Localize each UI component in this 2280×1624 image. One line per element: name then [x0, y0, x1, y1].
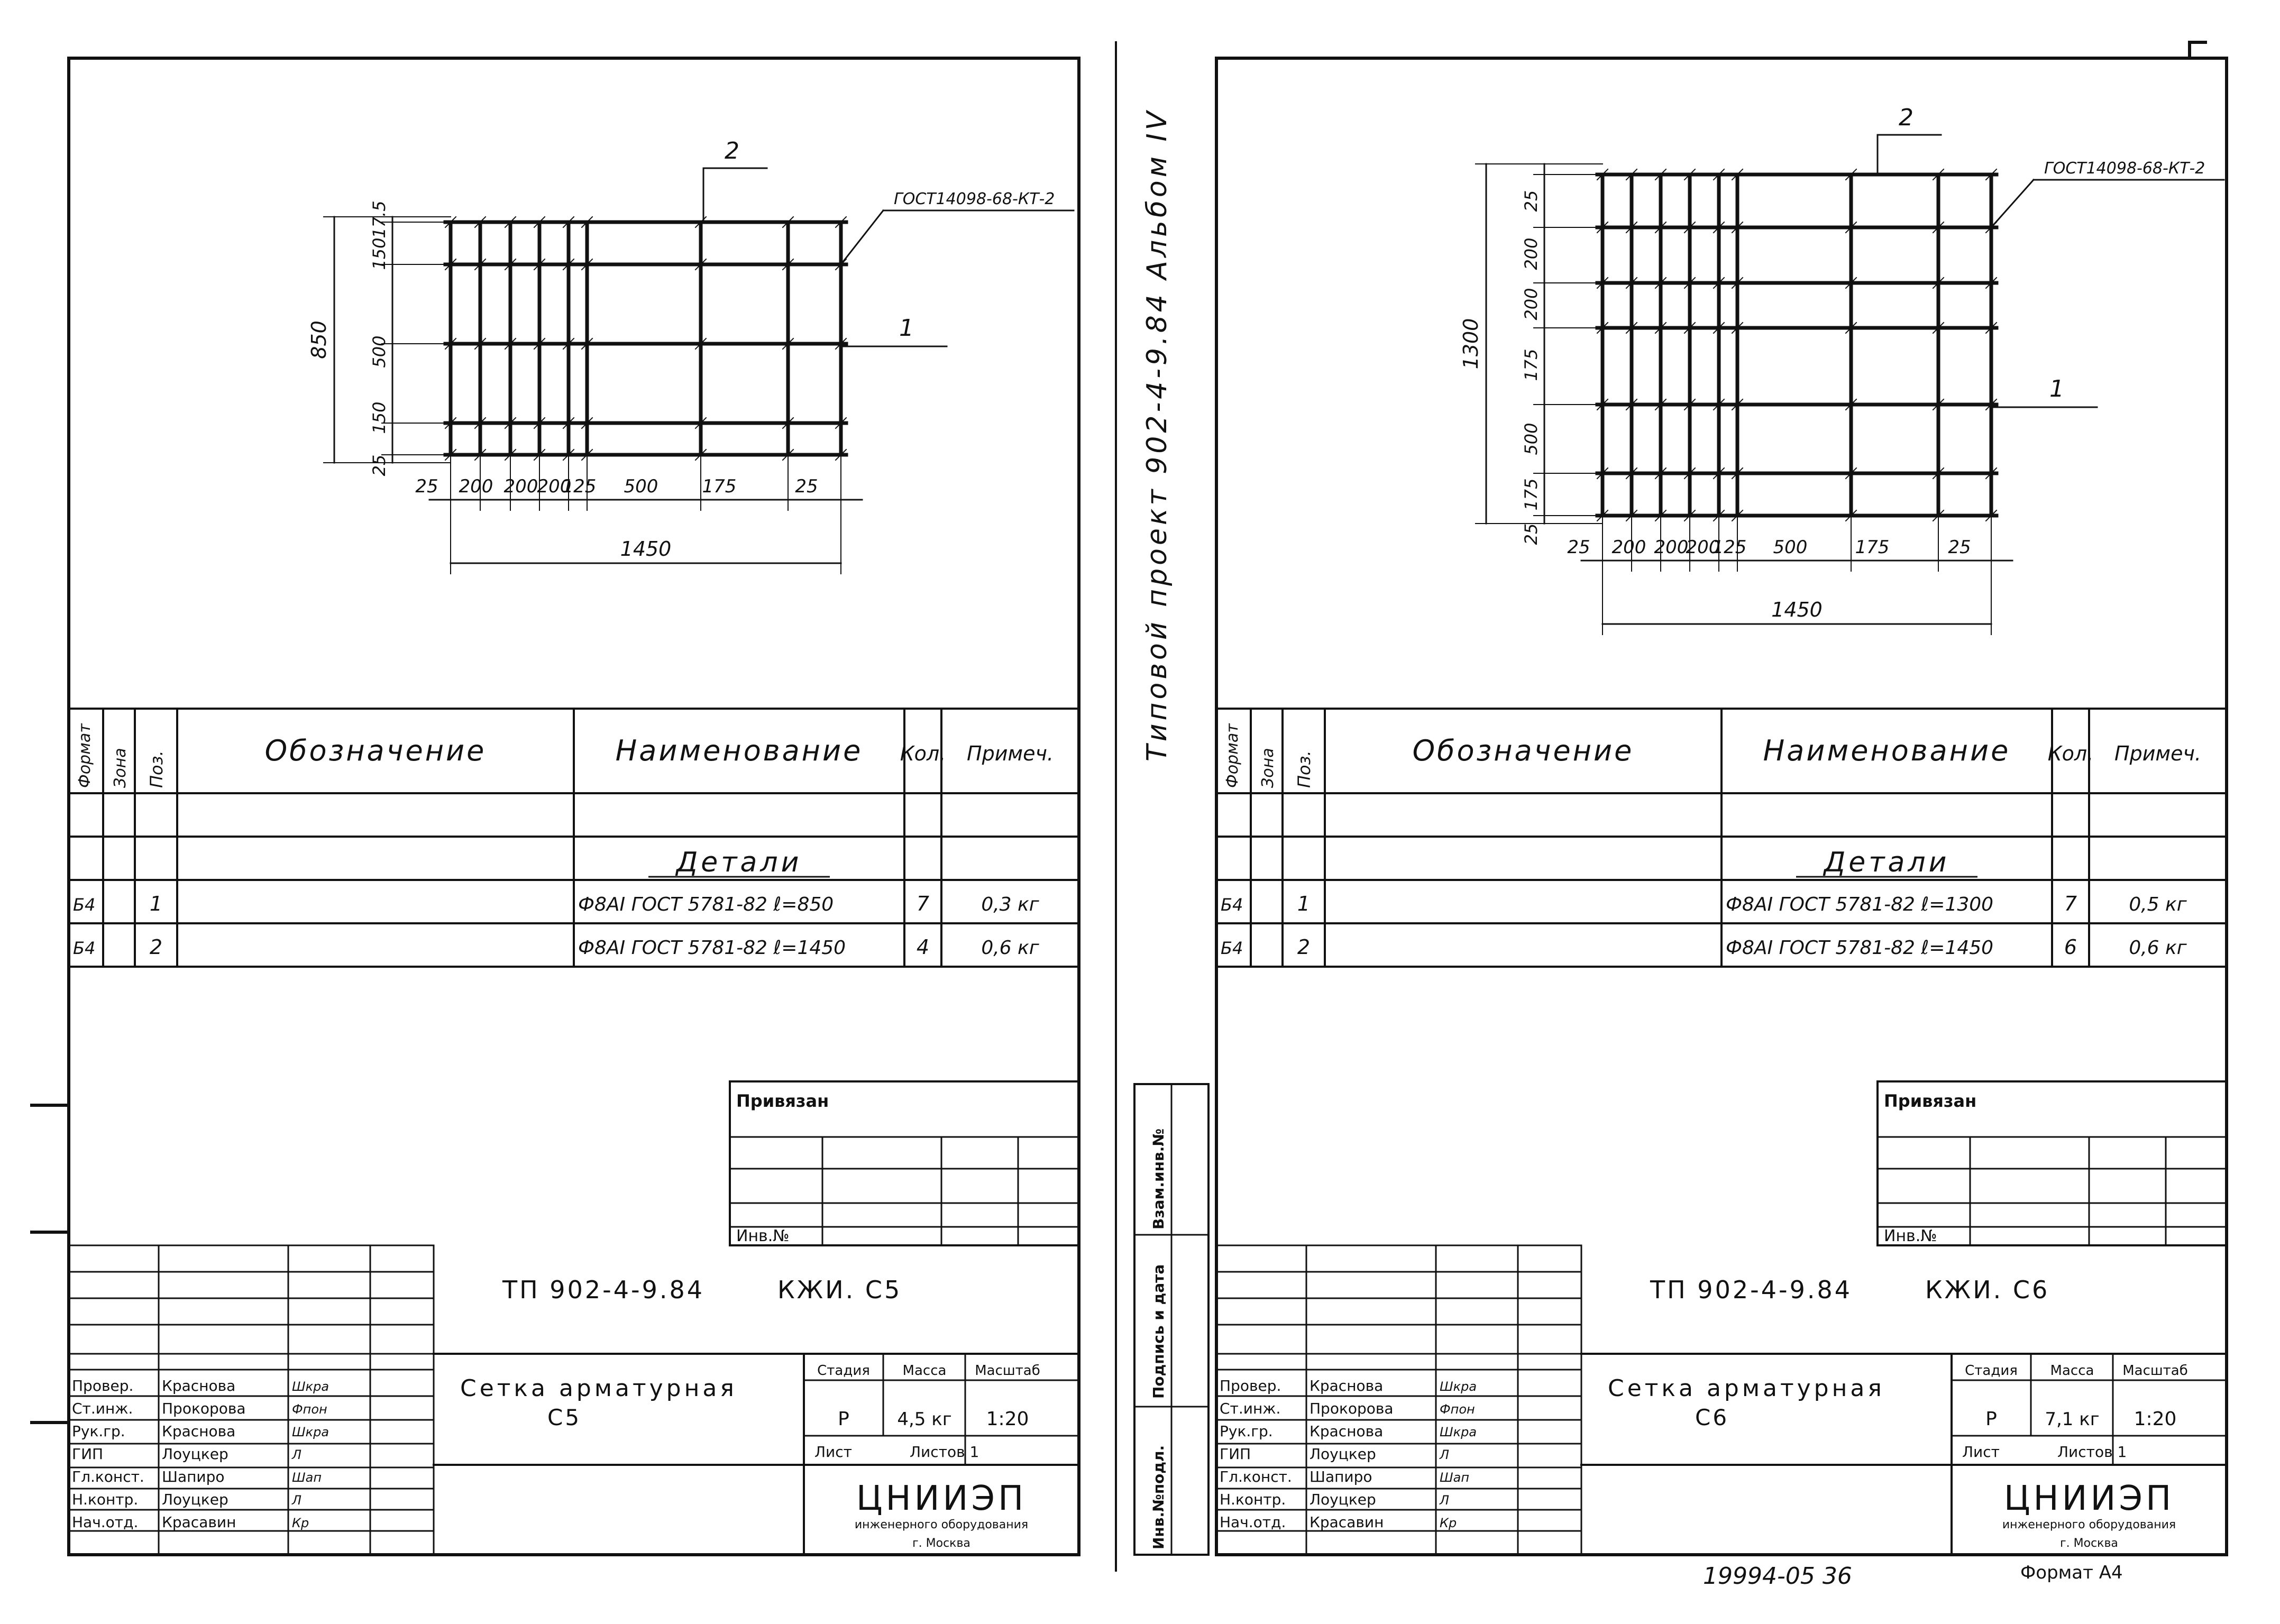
- spec-header-zone: Зона: [111, 748, 130, 788]
- sheets-label: Листов 1: [910, 1443, 979, 1461]
- doc-mark: КЖИ. С6: [1925, 1276, 2050, 1304]
- scale-value: 1:20: [986, 1408, 1029, 1430]
- sheets-label: Листов 1: [2057, 1443, 2127, 1461]
- signer-role: Рук.гр.: [72, 1423, 125, 1440]
- dim-value-v: 175: [1521, 478, 1541, 511]
- spec-cell-format: Б4: [1221, 895, 1243, 915]
- scale-label: Масштаб: [2122, 1363, 2188, 1379]
- inv-label: Инв.№: [736, 1227, 790, 1245]
- footer-format: Формат А4: [2020, 1562, 2123, 1583]
- spec-cell-pos: 2: [149, 935, 163, 959]
- signer-role: Н.контр.: [72, 1491, 139, 1508]
- dim-value-h: 25: [415, 476, 438, 497]
- signer-signature: Фпон: [292, 1402, 327, 1417]
- dim-value-h: 200: [503, 476, 538, 497]
- org-sub: инженерного оборудования: [854, 1518, 1029, 1531]
- signer-name: Лоуцкер: [1310, 1491, 1376, 1508]
- dim-value-h: 175: [1855, 537, 1890, 558]
- sheet-c5: [69, 58, 1079, 1555]
- side-stamp-sign: Подпись и дата: [1150, 1264, 1167, 1399]
- dim-total-height: 1300: [1459, 318, 1482, 370]
- dim-value-v: 200: [1521, 237, 1541, 270]
- privyazan-label: Привязан: [736, 1091, 829, 1111]
- scale-label: Масштаб: [975, 1363, 1040, 1379]
- org-sub: инженерного оборудования: [2002, 1518, 2176, 1531]
- stadia-value: Р: [838, 1408, 849, 1430]
- spec-header-pos: Поз.: [1294, 750, 1314, 788]
- doc-subtitle: С5: [547, 1405, 582, 1430]
- privyazan-label: Привязан: [1884, 1091, 1977, 1111]
- spec-cell-name: Ф8АI ГОСТ 5781-82 ℓ=1450: [1726, 937, 1994, 959]
- spec-header-note: Примеч.: [2114, 742, 2201, 765]
- dim-value-h: 125: [562, 476, 597, 497]
- signer-signature: Л: [292, 1447, 302, 1462]
- spec-header-zone: Зона: [1259, 748, 1277, 788]
- signer-name: Краснова: [1310, 1423, 1384, 1440]
- spec-cell-note: 0,6 кг: [2129, 937, 2187, 959]
- doc-mark: КЖИ. С5: [777, 1276, 902, 1304]
- signer-name: Лоуцкер: [1310, 1445, 1376, 1463]
- sheet-label: Лист: [814, 1443, 852, 1461]
- dim-value-h: 200: [1654, 537, 1689, 558]
- dim-value-h: 500: [1773, 537, 1808, 558]
- signer-signature: Шкра: [1440, 1425, 1477, 1439]
- signer-name: Прокорова: [1310, 1400, 1394, 1417]
- signer-name: Красавин: [1310, 1513, 1384, 1531]
- spec-header-format: Формат: [1223, 723, 1242, 788]
- dim-value-h: 25: [1948, 537, 1971, 558]
- stadia-value: Р: [1985, 1408, 1997, 1430]
- spec-cell-qty: 7: [916, 892, 930, 915]
- signer-role: Ст.инж.: [1220, 1400, 1281, 1417]
- signer-role: Нач.отд.: [1220, 1513, 1286, 1531]
- signer-role: Провер.: [72, 1377, 134, 1394]
- footer-number: 19994-05 36: [1703, 1563, 1852, 1590]
- signer-role: ГИП: [1220, 1445, 1251, 1463]
- signer-name: Шапиро: [162, 1468, 225, 1485]
- signer-name: Лоуцкер: [162, 1445, 228, 1463]
- spec-header-pos: Поз.: [146, 750, 167, 788]
- dim-total-height: 850: [307, 320, 331, 359]
- mark-rod2: 2: [1899, 104, 1913, 131]
- dim-value-v: 25: [1521, 523, 1541, 545]
- dim-value-v: 500: [1521, 423, 1541, 455]
- org-city: г. Москва: [2060, 1537, 2118, 1550]
- signer-role: ГИП: [72, 1445, 104, 1463]
- spec-cell-name: Ф8АI ГОСТ 5781-82 ℓ=1300: [1726, 894, 1994, 915]
- spec-cell-pos: 2: [1297, 935, 1311, 959]
- spec-cell-format: Б4: [73, 895, 96, 915]
- signer-name: Краснова: [162, 1377, 236, 1394]
- dim-value-v: 150: [369, 401, 389, 434]
- signer-name: Лоуцкер: [162, 1491, 228, 1508]
- mark-rod1: 1: [2049, 375, 2064, 402]
- spec-cell-note: 0,5 кг: [2129, 894, 2187, 915]
- doc-code: ТП 902-4-9.84: [502, 1276, 704, 1304]
- dim-value-v: 150: [369, 237, 389, 270]
- signer-name: Прокорова: [162, 1400, 246, 1417]
- leader-gost: [1991, 180, 2034, 227]
- stadia-label: Стадия: [817, 1363, 870, 1379]
- spec-cell-qty: 7: [2064, 892, 2077, 915]
- spec-section-title: Детали: [676, 847, 802, 878]
- doc-title: Сетка арматурная: [460, 1375, 737, 1402]
- spec-cell-pos: 1: [1297, 892, 1311, 915]
- spec-cell-qty: 6: [2064, 935, 2077, 959]
- dim-value-v: 175: [1521, 348, 1541, 381]
- signer-signature: Л: [1440, 1493, 1450, 1508]
- signer-role: Н.контр.: [1220, 1491, 1286, 1508]
- spec-header-format: Формат: [76, 723, 94, 788]
- signer-signature: Шкра: [292, 1425, 329, 1439]
- signer-role: Ст.инж.: [72, 1400, 133, 1417]
- dim-value-v: 17.5: [369, 200, 389, 238]
- dim-value-h: 25: [795, 476, 818, 497]
- spec-cell-note: 0,3 кг: [981, 894, 1039, 915]
- dim-value-h: 200: [537, 476, 572, 497]
- signer-role: Гл.конст.: [72, 1468, 144, 1485]
- signer-role: Провер.: [1220, 1377, 1281, 1394]
- signer-role: Рук.гр.: [1220, 1423, 1273, 1440]
- signer-name: Красавин: [162, 1513, 236, 1531]
- dim-total-width: 1450: [1771, 598, 1823, 621]
- signer-signature: Шкра: [1440, 1379, 1477, 1394]
- leader-gost: [841, 210, 883, 264]
- dim-value-h: 175: [702, 476, 737, 497]
- signer-name: Шапиро: [1310, 1468, 1372, 1485]
- signer-signature: Кр: [292, 1516, 309, 1530]
- spec-header-qty: Кол.: [2047, 742, 2094, 765]
- signer-signature: Кр: [1440, 1516, 1457, 1530]
- spec-section-title: Детали: [1824, 847, 1950, 878]
- mass-value: 7,1 кг: [2045, 1409, 2100, 1430]
- dim-total-width: 1450: [620, 537, 672, 561]
- scale-value: 1:20: [2134, 1408, 2177, 1430]
- spec-header-designation: Обозначение: [264, 734, 487, 767]
- spec-header-qty: Кол.: [900, 742, 946, 765]
- dim-value-v: 25: [1521, 190, 1541, 212]
- signer-signature: Фпон: [1440, 1402, 1475, 1417]
- dim-value-h: 200: [1686, 537, 1720, 558]
- org-name: ЦНИИЭП: [2003, 1479, 2175, 1518]
- mass-label: Масса: [902, 1363, 947, 1379]
- mark-rod2: 2: [725, 137, 739, 164]
- signer-role: Гл.конст.: [1220, 1468, 1292, 1485]
- spec-header-designation: Обозначение: [1412, 734, 1634, 767]
- stadia-label: Стадия: [1965, 1363, 2018, 1379]
- side-stamp-replace: Взам.инв.№: [1150, 1128, 1167, 1230]
- signer-name: Краснова: [1310, 1377, 1384, 1394]
- signer-signature: Л: [292, 1493, 302, 1508]
- mark-rod1: 1: [899, 315, 914, 342]
- spec-cell-pos: 1: [149, 892, 163, 915]
- sheet-label: Лист: [1962, 1443, 2000, 1461]
- gost-callout: ГОСТ14098-68-КТ-2: [894, 190, 1055, 208]
- signer-signature: Шкра: [292, 1379, 329, 1394]
- spec-cell-format: Б4: [1221, 938, 1243, 958]
- signer-role: Нач.отд.: [72, 1513, 139, 1531]
- doc-subtitle: С6: [1695, 1405, 1729, 1430]
- org-name: ЦНИИЭП: [856, 1479, 1027, 1518]
- signer-signature: Шап: [1440, 1470, 1470, 1485]
- dim-value-v: 200: [1521, 288, 1541, 320]
- doc-code: ТП 902-4-9.84: [1650, 1276, 1852, 1304]
- spec-header-note: Примеч.: [967, 742, 1054, 765]
- spec-header-name: Наименование: [1763, 734, 2011, 767]
- gost-callout: ГОСТ14098-68-КТ-2: [2044, 159, 2205, 178]
- inv-label: Инв.№: [1884, 1227, 1937, 1245]
- spec-cell-name: Ф8АI ГОСТ 5781-82 ℓ=1450: [578, 937, 846, 959]
- dim-value-h: 200: [1611, 537, 1646, 558]
- doc-title: Сетка арматурная: [1608, 1375, 1885, 1402]
- side-stamp-inv: Инв.№подл.: [1150, 1445, 1167, 1549]
- org-city: г. Москва: [912, 1537, 970, 1550]
- dim-value-h: 125: [1712, 537, 1747, 558]
- spec-cell-note: 0,6 кг: [981, 937, 1039, 959]
- sheet-c6: [1216, 58, 2227, 1555]
- spec-header-name: Наименование: [615, 734, 863, 767]
- mass-value: 4,5 кг: [897, 1409, 952, 1430]
- dim-value-h: 200: [459, 476, 493, 497]
- spec-cell-format: Б4: [73, 938, 96, 958]
- signer-signature: Л: [1440, 1447, 1450, 1462]
- dim-value-h: 500: [624, 476, 658, 497]
- signer-name: Краснова: [162, 1423, 236, 1440]
- side-title: Типовой проект 902-4-9.84 Альбом IV: [1141, 108, 1173, 761]
- dim-value-h: 25: [1567, 537, 1590, 558]
- spec-cell-name: Ф8АI ГОСТ 5781-82 ℓ=850: [578, 894, 834, 915]
- side-margin: [32, 42, 2205, 1590]
- spec-cell-qty: 4: [916, 935, 930, 959]
- dim-value-v: 500: [369, 335, 389, 368]
- dim-value-v: 25: [369, 454, 389, 476]
- signer-signature: Шап: [292, 1470, 322, 1485]
- mass-label: Масса: [2050, 1363, 2094, 1379]
